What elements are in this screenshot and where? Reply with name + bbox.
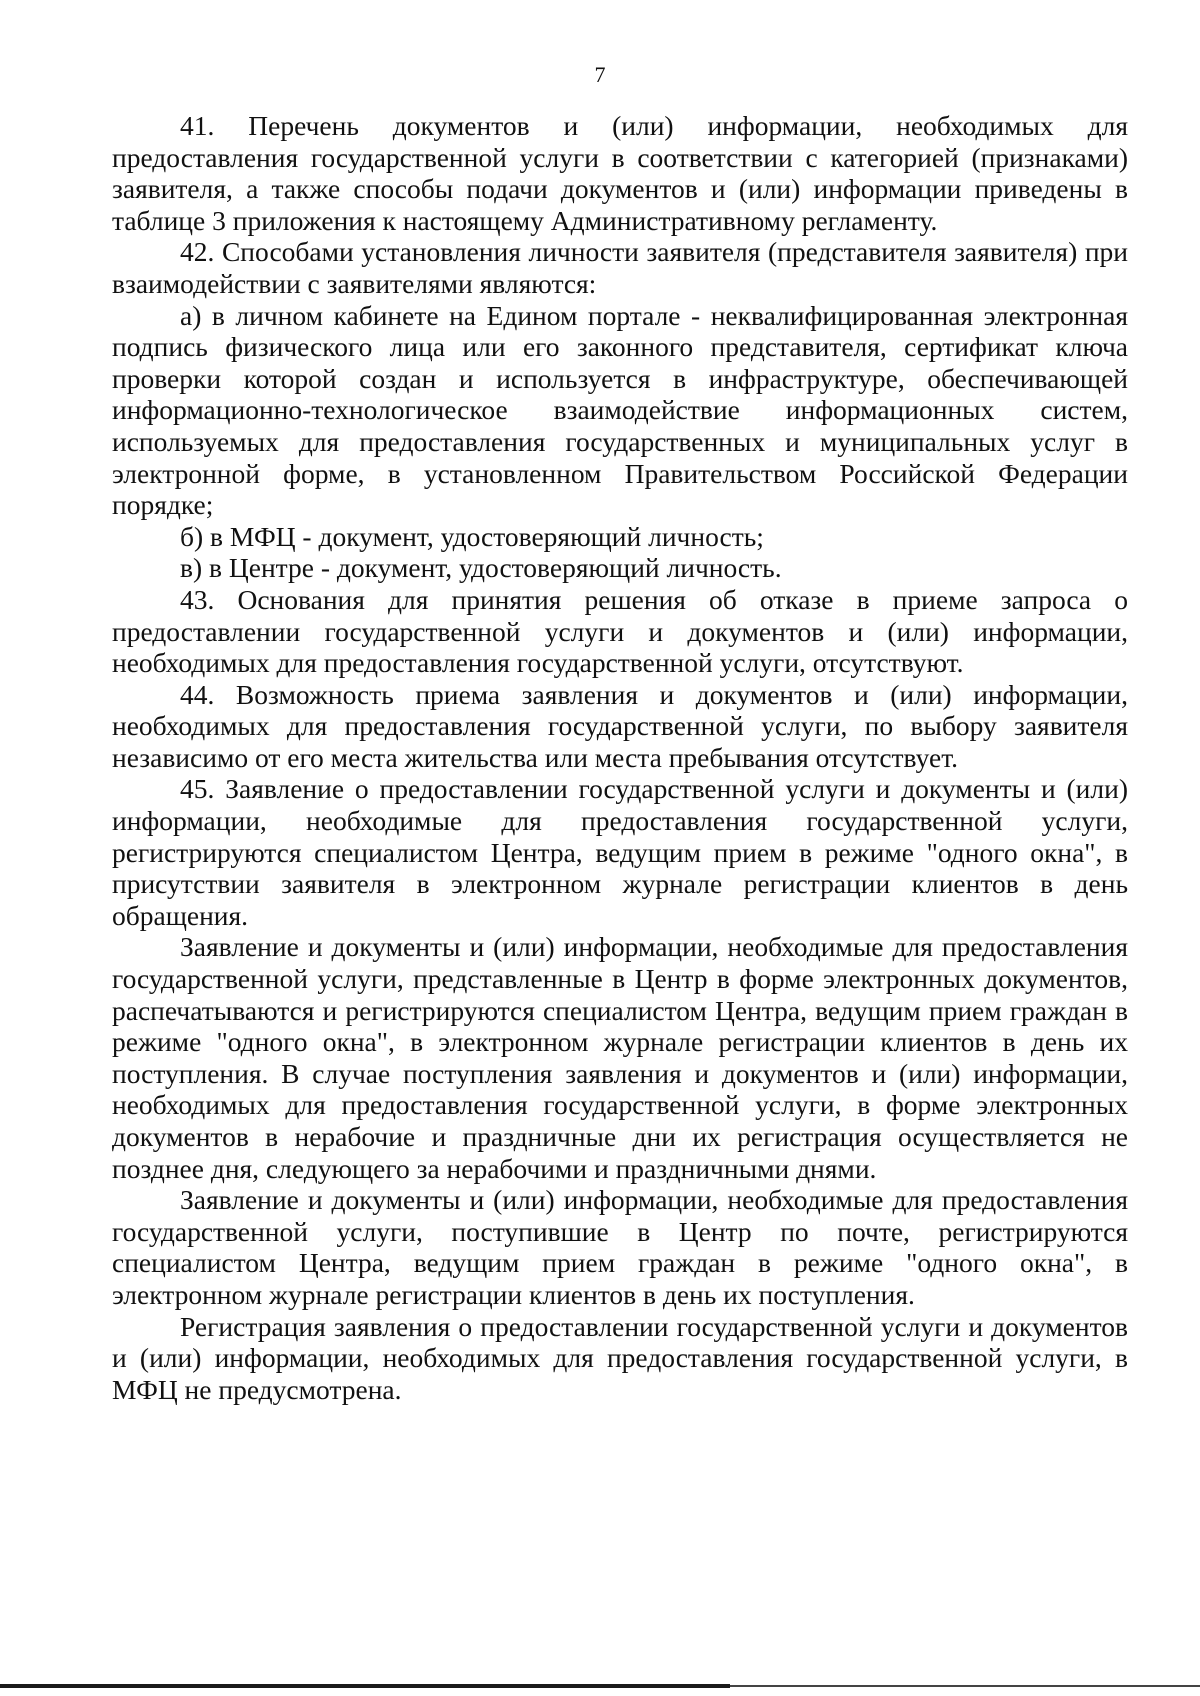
document-body xyxy=(112,110,1128,1405)
scan-edge-line-faint xyxy=(730,1685,1200,1687)
page-number: 7 xyxy=(594,62,606,87)
paragraph-42-item-b: б) в МФЦ - документ, удостоверяющий личность; xyxy=(180,520,764,552)
paragraph-42-item-c: в) в Центре - документ, удостоверяющий личность. xyxy=(180,552,782,584)
paragraph-42: 42. Способами установления личности заявителя (представителя заявителя) при взаимодействии с заявителями являются: xyxy=(112,236,1128,299)
paragraph-41: 41. Перечень документов и (или) информации, необходимых для предоставления государственной услуги в соответствии с категорией (признаками) заявителя, а также способы подачи документов и (или) информации приведены в таблице 3 приложения к настоящему Административному регламенту. xyxy=(112,110,1128,236)
paragraph-45-mfc: Регистрация заявления о предоставлении государственной услуги и документов и (или) информации, необходимых для предоставления государственной услуги, в МФЦ не предусмотрена. xyxy=(112,1310,1128,1405)
paragraph-42-item-a: а) в личном кабинете на Едином портале - неквалифицированная электронная подпись физического лица или его законного представителя, сертификат ключа проверки которой создан и используется в инфраструктуре, обеспечивающей информационно-технологическое взаимодействие информационных систем, используемых для предоставления государственных и муниципальных услуг в электронной форме, в установленном Правительством Российской Федерации порядке; xyxy=(112,299,1128,521)
scan-edge-line xyxy=(0,1684,730,1688)
paragraph-45-post: Заявление и документы и (или) информации, необходимые для предоставления государственной услуги, поступившие в Центр по почте, регистрируются специалистом Центра, ведущим прием граждан в режиме "одного окна", в электронном журнале регистрации клиентов в день их поступления. xyxy=(112,1184,1128,1310)
paragraph-45: 45. Заявление о предоставлении государственной услуги и документы и (или) информации, необходимые для предоставления государственной услуги, регистрируются специалистом Центра, ведущим прием в режиме "одного окна", в присутствии заявителя в электронном журнале регистрации клиентов в день обращения. xyxy=(112,773,1128,931)
paragraph-43: 43. Основания для принятия решения об отказе в приеме запроса о предоставлении государственной услуги и документов и (или) информации, необходимых для предоставления государственной услуги, отсутствуют. xyxy=(112,583,1128,679)
paragraph-44: 44. Возможность приема заявления и документов и (или) информации, необходимых для предоставления государственной услуги, по выбору заявителя независимо от его места жительства или места пребывания отсутствует. xyxy=(112,678,1128,773)
paragraph-45-electronic: Заявление и документы и (или) информации, необходимые для предоставления государственной услуги, представленные в Центр в форме электронных документов, распечатываются и регистрируются специалистом Центра, ведущим прием граждан в режиме "одного окна", в электронном журнале регистрации клиентов в день их поступления. В случае поступления заявления и документов и (или) информации, необходимых для предоставления государственной услуги, в форме электронных документов в нерабочие и праздничные дни их регистрация осуществляется не позднее дня, следующего за нерабочими и праздничными днями. xyxy=(112,931,1128,1184)
